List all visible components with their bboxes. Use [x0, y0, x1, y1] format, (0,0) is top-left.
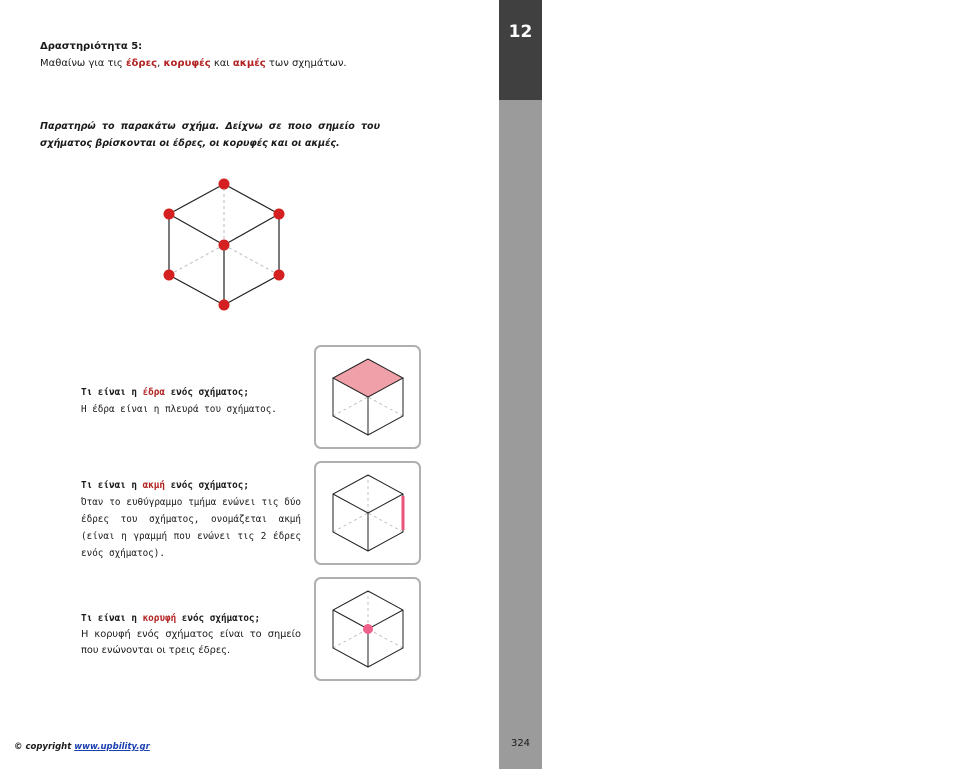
face-question: Τι είναι η έδρα ενός σχήματος; — [81, 387, 249, 398]
face-question-block — [81, 384, 301, 418]
edge-question: Τι είναι η ακμή ενός σχήματος; — [81, 480, 249, 491]
vertex-illustration-box — [314, 577, 421, 681]
vertex-dot — [164, 270, 175, 281]
vertex-question: Τι είναι η κορυφή ενός σχήματος; — [81, 613, 261, 624]
vertex-dot — [274, 209, 285, 220]
sidebar-title-container: Μαθηματικά Δ' Δημοτικού | Γεωμετρικά Σχήματα & Μοτίβα — [962, 75, 978, 539]
vertex-dot — [219, 300, 230, 311]
keyword-edges: ακμές — [232, 58, 266, 69]
edge-illustration-box — [314, 461, 421, 565]
vertex-dot — [219, 179, 230, 190]
cube-diagram — [160, 175, 290, 315]
vertex-cube-icon — [316, 579, 419, 679]
edge-cube-icon — [316, 463, 419, 563]
copyright-footer: © copyright www.upbility.gr — [14, 742, 150, 752]
edge-answer: Όταν το ευθύγραμμο τμήμα ενώνει τις δύο έδρες του σχήματος, ονομάζεται ακμή (είναι η γραμμή που ενώνει τις 2 έδρες ενός σχήματος). — [81, 497, 301, 559]
activity-title: Δραστηριότητα 5: — [40, 41, 143, 52]
instruction-text: Παρατηρώ το παρακάτω σχήμα. Δείχνω σε ποιο σημείο του σχήματος βρίσκονται οι έδρες, οι κορυφές και οι ακμές. — [40, 121, 380, 149]
chapter-tab — [499, 0, 542, 100]
face-illustration-box — [314, 345, 421, 449]
face-answer: Η έδρα είναι η πλευρά του σχήματος. — [81, 404, 277, 415]
face-cube-icon — [316, 347, 419, 447]
chapter-number: 12 — [508, 22, 533, 42]
website-link[interactable]: www.upbility.gr — [74, 742, 150, 752]
vertex-dot — [219, 240, 230, 251]
activity-subtitle: Μαθαίνω για τις έδρες, κορυφές και ακμές των σχημάτων. — [40, 58, 347, 69]
vertex-answer: Η κορυφή ενός σχήματος είναι το σημείο που ενώνονται οι τρεις έδρες. — [81, 629, 301, 656]
page-number: 324 — [510, 738, 531, 749]
vertex-dot — [164, 209, 175, 220]
edge-question-block — [81, 477, 301, 562]
vertex-question-block — [81, 610, 301, 659]
vertex-dot — [274, 270, 285, 281]
keyword-vertices: κορυφές — [163, 58, 211, 69]
keyword-faces: έδρες — [125, 58, 158, 69]
